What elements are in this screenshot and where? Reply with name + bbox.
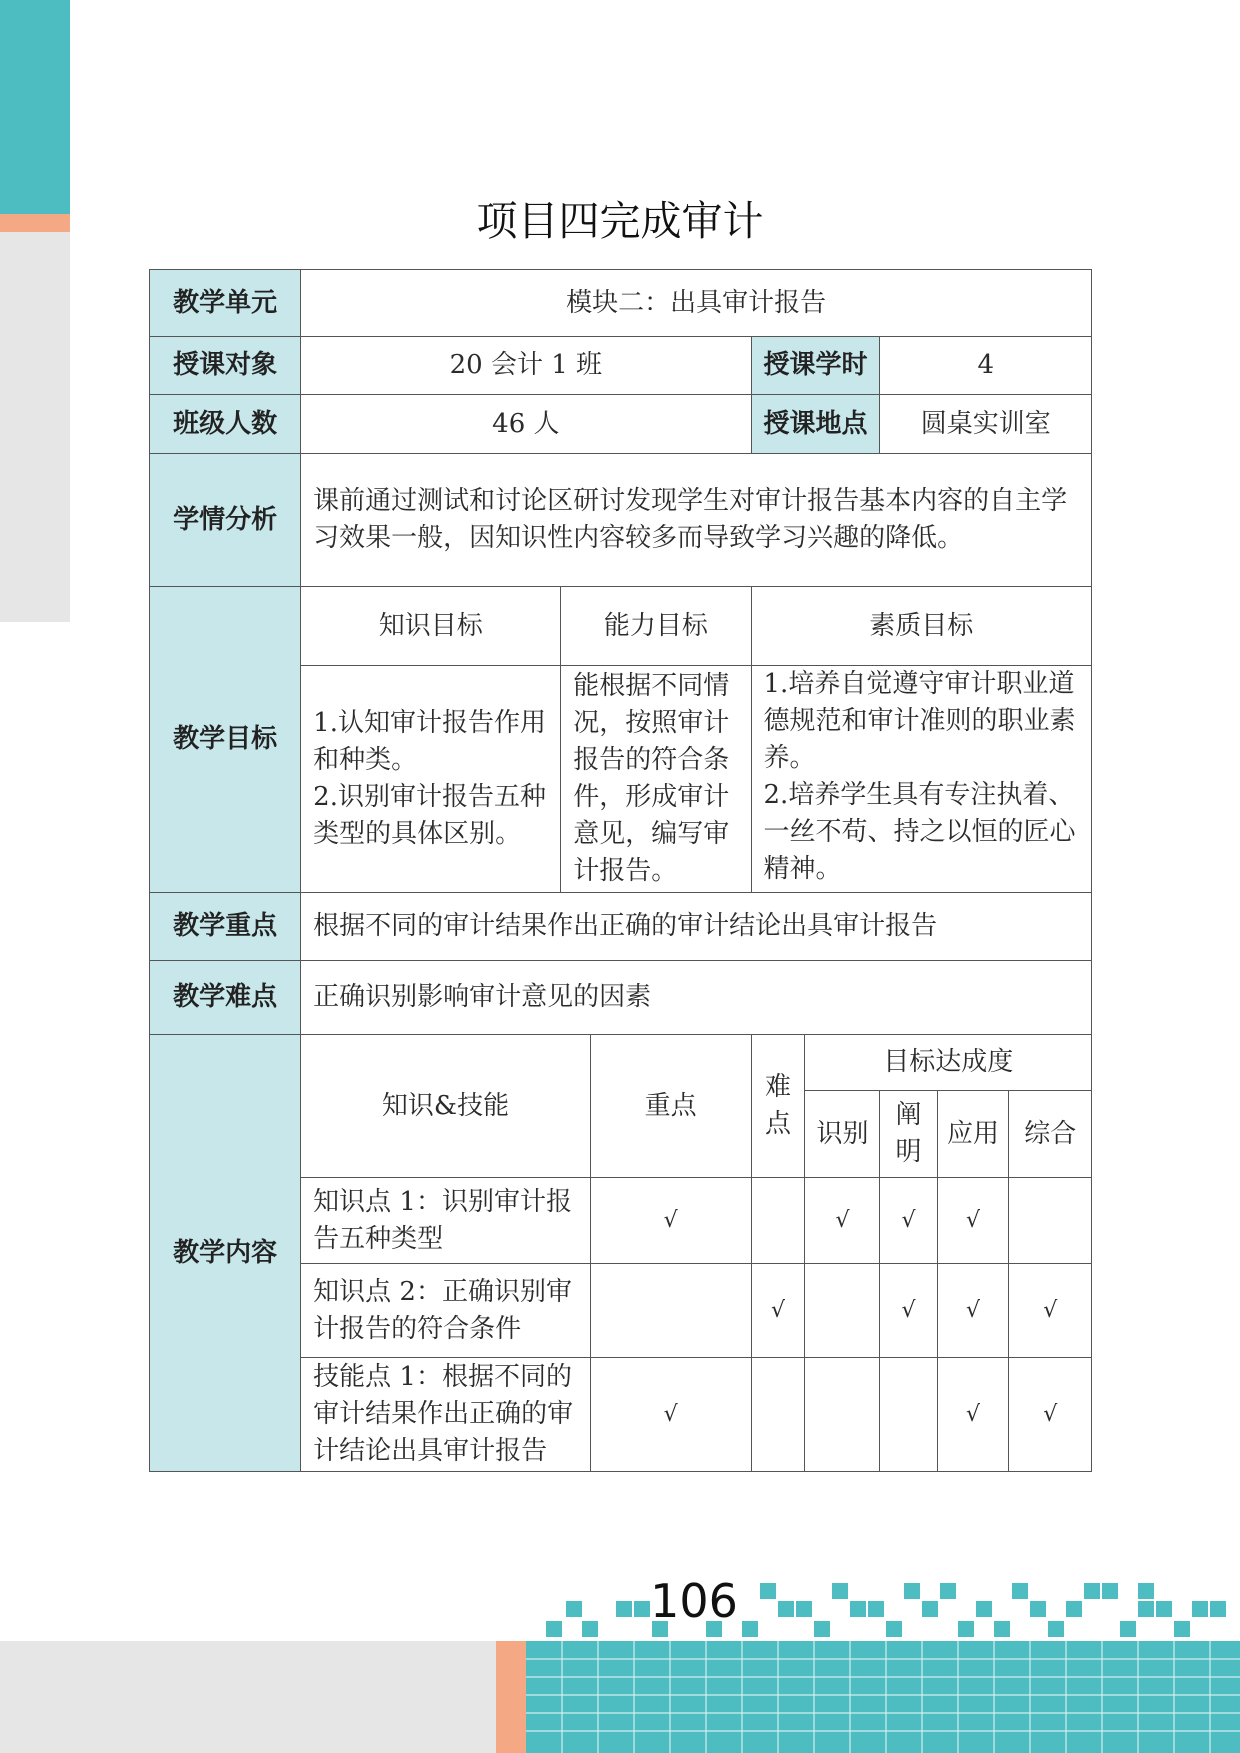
row-class-size — [150, 395, 1092, 454]
label-audience: 授课对象 — [150, 337, 301, 395]
mark-key: √ — [590, 1358, 751, 1472]
header-identify: 识别 — [805, 1091, 880, 1178]
row-key-point — [150, 893, 1092, 961]
left-teal-bar — [0, 0, 70, 214]
mark-apply: √ — [937, 1178, 1009, 1264]
label-hours: 授课学时 — [751, 337, 880, 395]
bottom-grey-band — [0, 1641, 500, 1753]
value-key-point: 根据不同的审计结果作出正确的审计结论出具审计报告 — [301, 893, 1092, 961]
heading-quality-goal: 素质目标 — [751, 587, 1091, 666]
mark-identify: √ — [805, 1178, 880, 1264]
row-unit — [150, 270, 1092, 337]
mark-synthesize: √ — [1009, 1264, 1092, 1358]
mark-key — [590, 1264, 751, 1358]
header-target: 目标达成度 — [805, 1035, 1092, 1091]
value-difficulty: 正确识别影响审计意见的因素 — [301, 961, 1092, 1035]
header-hard: 难点 — [751, 1035, 805, 1178]
content-header-row-1 — [150, 1035, 1092, 1091]
value-analysis: 课前通过测试和讨论区研讨发现学生对审计报告基本内容的自主学习效果一般，因知识性内容较多而导致学习兴趣的降低。 — [301, 454, 1092, 587]
value-class-size: 46 人 — [301, 395, 751, 454]
text-quality-goal: 1.培养自觉遵守审计职业道德规范和审计准则的职业素养。 2.培养学生具有专注执着、一丝不苟、持之以恒的匠心精神。 — [751, 666, 1091, 893]
page-number: 106 — [650, 1574, 738, 1628]
label-content: 教学内容 — [150, 1035, 301, 1472]
label-unit: 教学单元 — [150, 270, 301, 337]
mark-hard — [751, 1178, 805, 1264]
mark-hard: √ — [751, 1264, 805, 1358]
item-name: 知识点 2：正确识别审计报告的符合条件 — [301, 1264, 591, 1358]
label-location: 授课地点 — [751, 395, 880, 454]
value-hours: 4 — [880, 337, 1092, 395]
label-class-size: 班级人数 — [150, 395, 301, 454]
bottom-orange-band — [496, 1641, 530, 1753]
item-name: 知识点 1：识别审计报告五种类型 — [301, 1178, 591, 1264]
mark-identify — [805, 1264, 880, 1358]
heading-knowledge-goal: 知识目标 — [301, 587, 561, 666]
mark-explain — [880, 1358, 937, 1472]
label-objectives: 教学目标 — [150, 587, 301, 893]
header-synthesize: 综合 — [1009, 1091, 1092, 1178]
page-title: 项目四完成审计 — [476, 197, 764, 245]
text-knowledge-goal: 1.认知审计报告作用和种类。 2.识别审计报告五种类型的具体区别。 — [301, 666, 561, 893]
label-difficulty: 教学难点 — [150, 961, 301, 1035]
mark-apply: √ — [937, 1358, 1009, 1472]
mark-apply: √ — [937, 1264, 1009, 1358]
row-analysis — [150, 454, 1092, 587]
header-skill: 知识&技能 — [301, 1035, 591, 1178]
mark-identify — [805, 1358, 880, 1472]
heading-ability-goal: 能力目标 — [561, 587, 751, 666]
mark-hard — [751, 1358, 805, 1472]
mark-key: √ — [590, 1178, 751, 1264]
label-analysis: 学情分析 — [150, 454, 301, 587]
text-ability-goal: 能根据不同情况，按照审计报告的符合条件，形成审计意见，编写审计报告。 — [561, 666, 751, 893]
mark-synthesize — [1009, 1178, 1092, 1264]
value-unit: 模块二：出具审计报告 — [301, 270, 1092, 337]
header-explain: 阐明 — [880, 1091, 937, 1178]
mark-explain: √ — [880, 1264, 937, 1358]
value-audience: 20 会计 1 班 — [301, 337, 751, 395]
label-key-point: 教学重点 — [150, 893, 301, 961]
row-objectives-head — [150, 587, 1092, 666]
row-audience — [150, 337, 1092, 395]
header-key: 重点 — [590, 1035, 751, 1178]
item-name: 技能点 1：根据不同的审计结果作出正确的审计结论出具审计报告 — [301, 1358, 591, 1472]
value-location: 圆桌实训室 — [880, 395, 1092, 454]
lesson-plan-table — [149, 269, 1092, 1472]
row-difficulty — [150, 961, 1092, 1035]
mark-synthesize: √ — [1009, 1358, 1092, 1472]
mark-explain: √ — [880, 1178, 937, 1264]
header-apply: 应用 — [937, 1091, 1009, 1178]
